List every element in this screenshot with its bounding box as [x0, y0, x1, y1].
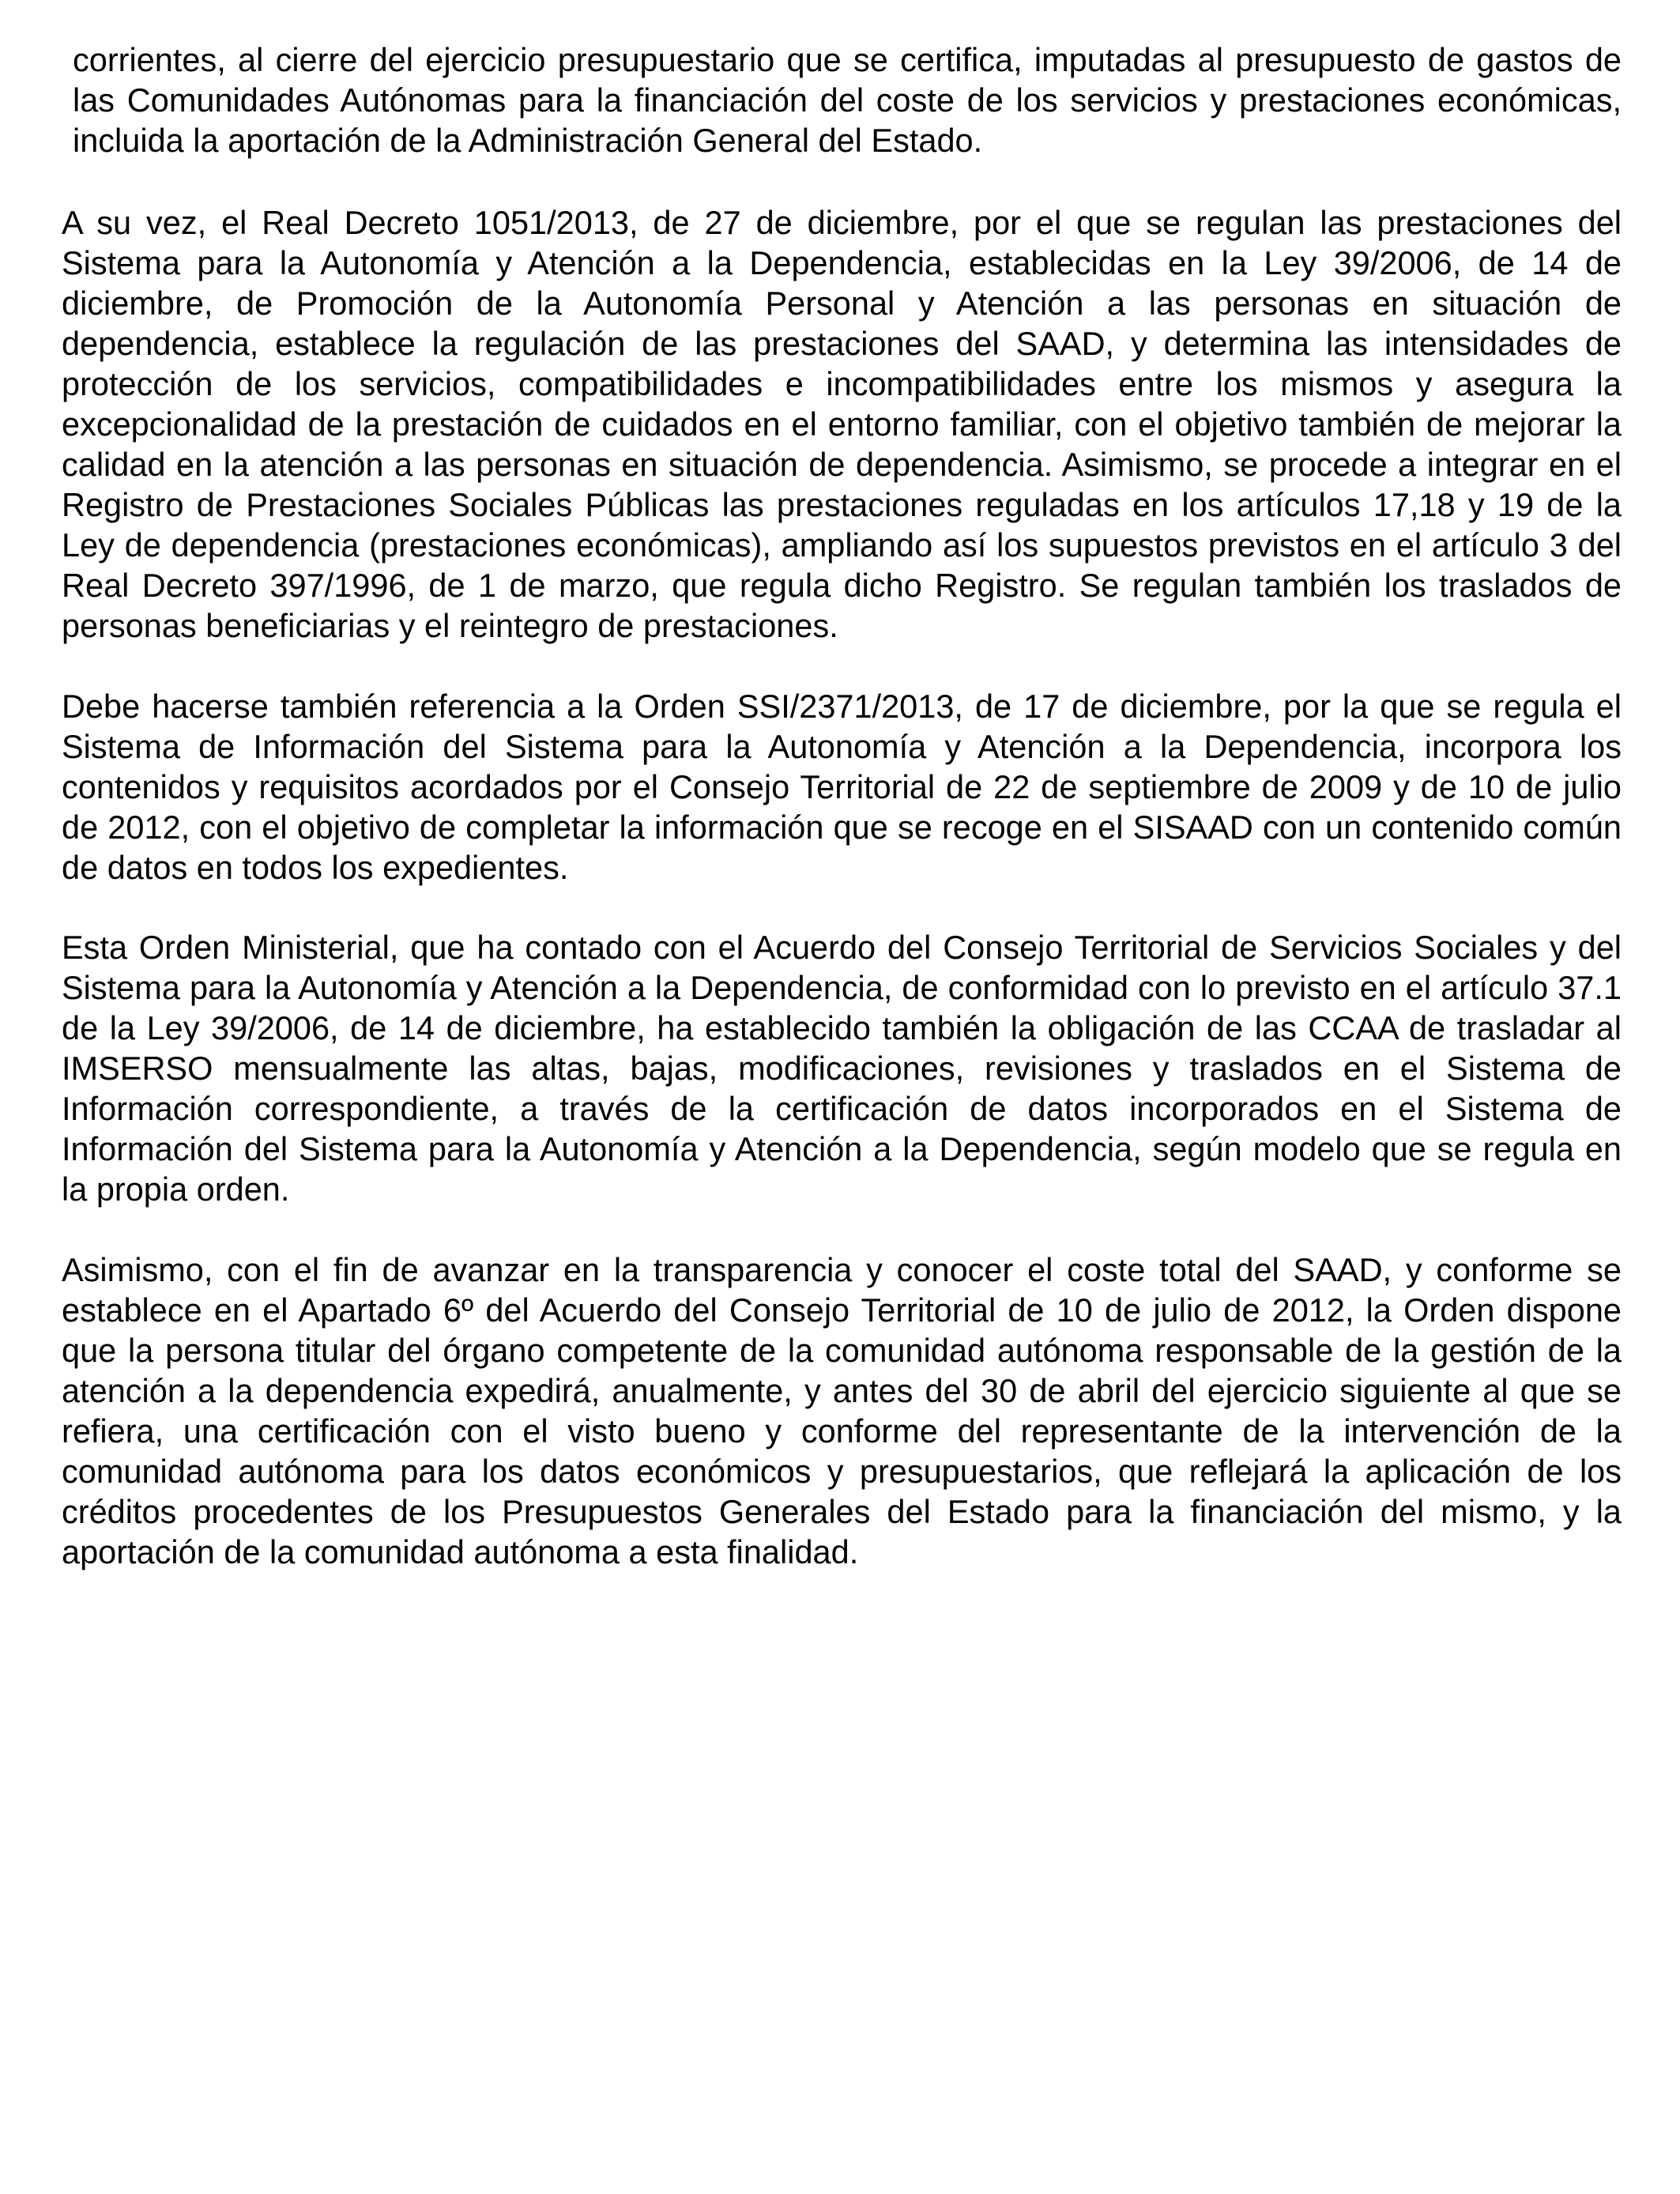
paragraph-asimismo: Asimismo, con el fin de avanzar en la transparencia y conocer el coste total del SAAD, y conforme se establece en el Apartado 6º del Acuerdo del Consejo Territorial de 10 de julio de 2012, la Orden dispone que la persona titular del órgano competente de la comunidad autónoma responsable de la gestión de la atención a la dependencia expedirá, anualmente, y antes del 30 de abril del ejercicio siguiente al que se refiera, una certificación con el visto bueno y conforme del representante de la intervención de la comunidad autónoma para los datos económicos y presupuestarios, que reflejará la aplicación de los créditos procedentes de los Presupuestos Generales del Estado para la financiación del mismo, y la aportación de la comunidad autónoma a esta finalidad. — [62, 1251, 1622, 1570]
paragraph-continuation: corrientes, al cierre del ejercicio presupuestario que se certifica, imputadas al presupuesto de gastos de las Comunidades Autónomas para la financiación del coste de los servicios y prestaciones económicas, incluida la aportación de la Administración General del Estado. — [73, 41, 1622, 159]
paragraph-orden-ministerial: Esta Orden Ministerial, que ha contado con el Acuerdo del Consejo Territorial de Servicios Sociales y del Sistema para la Autonomía y Atención a la Dependencia, de conformidad con lo previsto en el artículo 37.1 de la Ley 39/2006, de 14 de diciembre, ha establecido también la obligación de las CCAA de trasladar al IMSERSO mensualmente las altas, bajas, modificaciones, revisiones y traslados en el Sistema de Información correspondiente, a través de la certificación de datos incorporados en el Sistema de Información del Sistema para la Autonomía y Atención a la Dependencia, según modelo que se regula en la propia orden. — [62, 929, 1622, 1208]
paragraph-orden-ssi: Debe hacerse también referencia a la Orden SSI/2371/2013, de 17 de diciembre, por la que se regula el Sistema de Información del Sistema para la Autonomía y Atención a la Dependencia, incorpora los contenidos y requisitos acordados por el Consejo Territorial de 22 de septiembre de 2009 y de 10 de julio de 2012, con el objetivo de completar la información que se recoge en el SISAAD con un contenido común de datos en todos los expedientes. — [62, 688, 1622, 886]
paragraph-real-decreto: A su vez, el Real Decreto 1051/2013, de 27 de diciembre, por el que se regulan las prestaciones del Sistema para la Autonomía y Atención a la Dependencia, establecidas en la Ley 39/2006, de 14 de diciembre, de Promoción de la Autonomía Personal y Atención a las personas en situación de dependencia, establece la regulación de las prestaciones del SAAD, y determina las intensidades de protección de los servicios, compatibilidades e incompatibilidades entre los mismos y asegura la excepcionalidad de la prestación de cuidados en el entorno familiar, con el objetivo también de mejorar la calidad en la atención a las personas en situación de dependencia. Asimismo, se procede a integrar en el Registro de Prestaciones Sociales Públicas las prestaciones reguladas en los artículos 17,18 y 19 de la Ley de dependencia (prestaciones económicas), ampliando así los supuestos previstos en el artículo 3 del Real Decreto 397/1996, de 1 de marzo, que regula dicho Registro. Se regulan también los traslados de personas beneficiarias y el reintegro de prestaciones. — [62, 204, 1622, 644]
